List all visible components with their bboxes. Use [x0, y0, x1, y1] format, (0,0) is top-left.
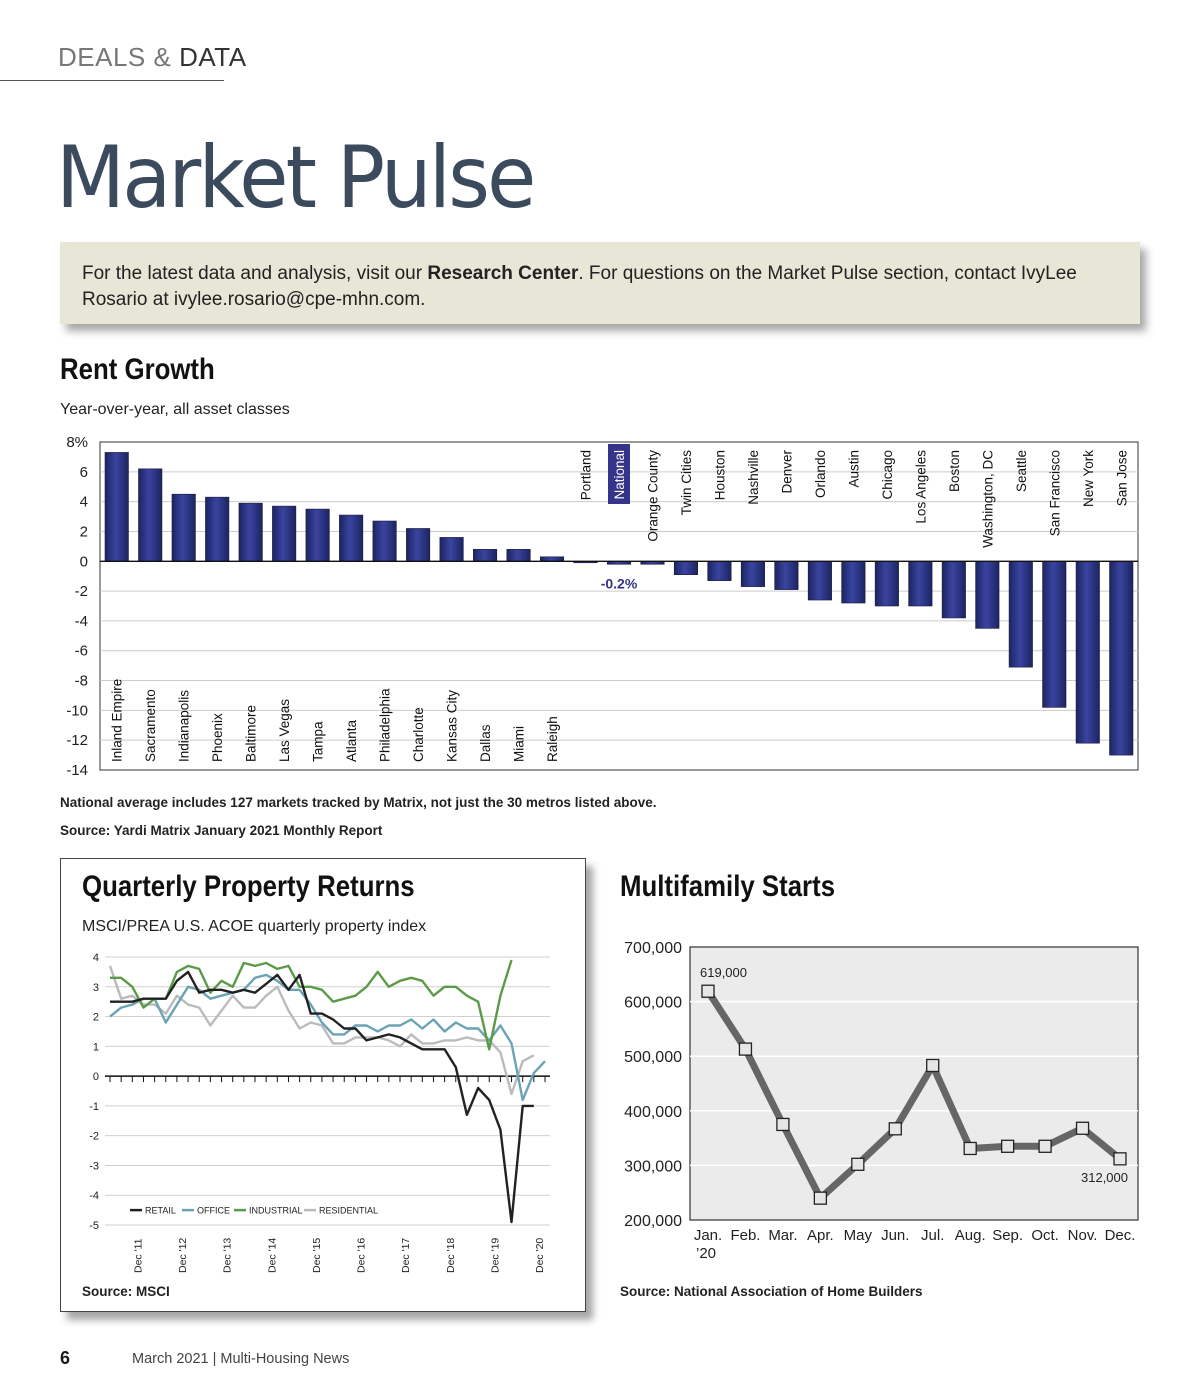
plot-frame	[690, 947, 1138, 1220]
x-tick-label: Oct.	[1031, 1227, 1059, 1244]
data-point	[1002, 1140, 1014, 1152]
bar	[406, 528, 429, 561]
data-label: 312,000	[1081, 1169, 1128, 1185]
y-tick-label: -6	[74, 642, 88, 660]
y-tick-label: 0	[92, 1071, 99, 1084]
research-center-link[interactable]: Research Center	[427, 263, 579, 284]
category-label: Houston	[712, 450, 728, 501]
x-tick-label: Jul.	[921, 1227, 945, 1244]
rent-growth-subtitle: Year-over-year, all asset classes	[60, 401, 290, 418]
category-label: Philadelphia	[377, 688, 393, 762]
series-line-office	[110, 975, 545, 1100]
section-divider	[0, 80, 224, 81]
category-label: Seattle	[1013, 450, 1029, 493]
category-label: Baltimore	[243, 704, 259, 762]
y-tick-label: 2	[92, 1011, 99, 1024]
y-tick-label: 8%	[66, 434, 88, 451]
bar	[909, 561, 932, 606]
page-title: Market Pulse	[56, 128, 534, 228]
category-label: New York	[1080, 450, 1096, 508]
y-tick-label: -8	[74, 672, 88, 690]
y-tick-label: 300,000	[624, 1158, 682, 1176]
data-point	[889, 1123, 901, 1135]
quarterly-returns-chart	[60, 940, 584, 1280]
x-tick-label: Dec '12	[177, 1237, 190, 1273]
info-text	[82, 261, 1142, 313]
category-label: Sacramento	[143, 689, 159, 762]
bar	[1009, 561, 1032, 667]
bar	[875, 561, 898, 606]
category-label: Dallas	[478, 724, 494, 762]
x-tick-label: Dec '11	[132, 1238, 145, 1273]
data-point	[1077, 1122, 1089, 1134]
category-label: Denver	[779, 450, 795, 494]
y-tick-label: 700,000	[624, 940, 682, 957]
bar	[708, 561, 731, 580]
bar	[942, 561, 965, 618]
category-label: Portland	[578, 450, 594, 501]
legend-label: RESIDENTIAL	[319, 1205, 379, 1216]
data-point	[777, 1118, 789, 1130]
section-label-data: DATA	[179, 42, 247, 72]
data-label: 619,000	[700, 965, 747, 981]
x-tick-label: Dec '15	[310, 1237, 323, 1273]
bar	[674, 561, 697, 574]
quarterly-returns-subtitle: MSCI/PREA U.S. ACOE quarterly property index	[82, 918, 427, 935]
bar	[775, 561, 798, 589]
multifamily-starts-title: Multifamily Starts	[620, 870, 836, 903]
category-label: Kansas City	[444, 689, 460, 762]
y-tick-label: -2	[74, 583, 88, 601]
info-text-before: For the latest data and analysis, visit our	[82, 263, 428, 284]
bar	[239, 503, 262, 561]
category-label: Twin Cities	[678, 450, 694, 516]
x-tick-label: Dec '14	[266, 1237, 279, 1273]
x-tick-label: Jun.	[881, 1227, 910, 1244]
bar	[172, 494, 195, 561]
legend-label: OFFICE	[197, 1205, 230, 1216]
rent-growth-source: Source: Yardi Matrix January 2021 Monthly Report	[60, 823, 383, 838]
y-tick-label: 6	[79, 463, 88, 481]
data-point	[964, 1142, 976, 1154]
category-label: Las Vegas	[277, 698, 293, 762]
quarterly-returns-title: Quarterly Property Returns	[82, 870, 415, 903]
x-tick-label: Dec '18	[444, 1237, 457, 1273]
category-label: National	[612, 450, 627, 500]
category-label: Tampa	[310, 721, 326, 762]
x-tick-label: Dec '17	[400, 1237, 413, 1273]
category-label: Orange County	[645, 450, 661, 542]
category-label: San Francisco	[1047, 450, 1063, 537]
data-point	[927, 1059, 939, 1071]
x-tick-label: Nov.	[1067, 1227, 1098, 1244]
y-tick-label: -3	[89, 1160, 99, 1173]
category-label: Phoenix	[210, 713, 226, 762]
bar	[205, 497, 228, 561]
bar	[976, 561, 999, 628]
category-label: Raleigh	[545, 716, 561, 762]
y-tick-label: 400,000	[624, 1103, 682, 1121]
bar	[339, 515, 362, 561]
y-tick-label: -1	[89, 1100, 99, 1113]
x-tick-label: Dec '13	[221, 1237, 234, 1273]
data-point	[1114, 1153, 1126, 1165]
x-tick-label: Feb.	[730, 1227, 761, 1244]
x-tick-label: Aug.	[954, 1227, 986, 1244]
category-label: Miami	[511, 726, 527, 762]
x-tick-label: Jan.	[693, 1227, 723, 1244]
category-label: Washington, DC	[980, 449, 996, 548]
rent-growth-note: National average includes 127 markets tracked by Matrix, not just the 30 metros listed above.	[60, 795, 657, 810]
bar	[1043, 561, 1066, 707]
category-label: San Jose	[1114, 450, 1130, 507]
y-tick-label: -10	[66, 702, 88, 720]
x-tick-label: Dec '20	[534, 1237, 546, 1273]
legend-label: INDUSTRIAL	[249, 1205, 303, 1216]
category-label: Inland Empire	[109, 678, 125, 762]
y-tick-label: -12	[66, 732, 88, 750]
page-number: 6	[60, 1348, 71, 1368]
y-tick-label: 4	[79, 493, 88, 511]
y-tick-label: -4	[74, 612, 88, 630]
y-tick-label: 0	[79, 553, 88, 571]
data-point	[814, 1192, 826, 1204]
bar	[473, 549, 496, 561]
data-label: -0.2%	[600, 575, 638, 592]
category-label: Boston	[946, 450, 962, 493]
bar	[440, 537, 463, 561]
bar	[808, 561, 831, 600]
category-label: Atlanta	[344, 719, 360, 762]
x-tick-label: Dec '16	[355, 1237, 368, 1273]
rent-growth-title: Rent Growth	[60, 353, 215, 386]
quarterly-returns-source: Source: MSCI	[82, 1284, 170, 1299]
category-label: Chicago	[879, 450, 895, 500]
bar	[842, 561, 865, 603]
category-label: Indianapolis	[176, 689, 192, 762]
bar	[272, 506, 295, 561]
y-tick-label: -5	[89, 1220, 99, 1232]
x-tick-label: May	[843, 1227, 872, 1244]
legend-label: RETAIL	[145, 1205, 176, 1216]
y-tick-label: -4	[89, 1190, 99, 1203]
data-point	[739, 1043, 751, 1055]
bar	[105, 452, 128, 561]
y-tick-label: 600,000	[624, 994, 682, 1012]
rent-growth-chart	[0, 428, 1200, 788]
x-tick-label: Apr.	[807, 1227, 834, 1244]
category-label: Austin	[846, 450, 862, 488]
x-tick-label: Mar.	[768, 1227, 798, 1244]
y-tick-label: 3	[92, 981, 99, 994]
x-tick-sublabel: ’20	[696, 1245, 717, 1262]
y-tick-label: 1	[92, 1041, 99, 1054]
x-tick-label: Dec.	[1104, 1227, 1136, 1244]
category-label: Charlotte	[411, 707, 427, 762]
section-label	[58, 42, 247, 73]
category-label: Los Angeles	[913, 450, 929, 524]
bar	[1110, 561, 1133, 755]
multifamily-starts-source: Source: National Association of Home Builders	[620, 1284, 923, 1299]
bar	[139, 469, 162, 561]
data-point	[852, 1158, 864, 1170]
y-tick-label: -2	[89, 1130, 99, 1143]
data-point	[1039, 1140, 1051, 1152]
y-tick-label: 200,000	[624, 1213, 682, 1230]
x-tick-label: Sep.	[992, 1227, 1024, 1244]
section-label-deals: DEALS &	[58, 42, 180, 72]
y-tick-label: -14	[66, 762, 88, 779]
category-label: Nashville	[745, 450, 761, 505]
bar	[507, 549, 530, 561]
bar	[741, 561, 764, 586]
y-tick-label: 500,000	[624, 1049, 682, 1067]
data-point	[702, 985, 714, 997]
bar	[306, 509, 329, 561]
y-tick-label: 2	[79, 523, 88, 541]
bar	[373, 521, 396, 561]
x-tick-label: Dec '19	[489, 1237, 502, 1273]
info-text-after: . For questions on the Market Pulse section, contact IvyLee Rosario at ivylee.rosario@cpe-mhn.com.	[82, 263, 1077, 310]
category-label: Orlando	[812, 450, 828, 499]
y-tick-label: 4	[92, 952, 99, 964]
footer-text: March 2021 | Multi-Housing News	[132, 1351, 350, 1367]
multifamily-starts-chart	[600, 930, 1160, 1270]
bar	[1076, 561, 1099, 743]
